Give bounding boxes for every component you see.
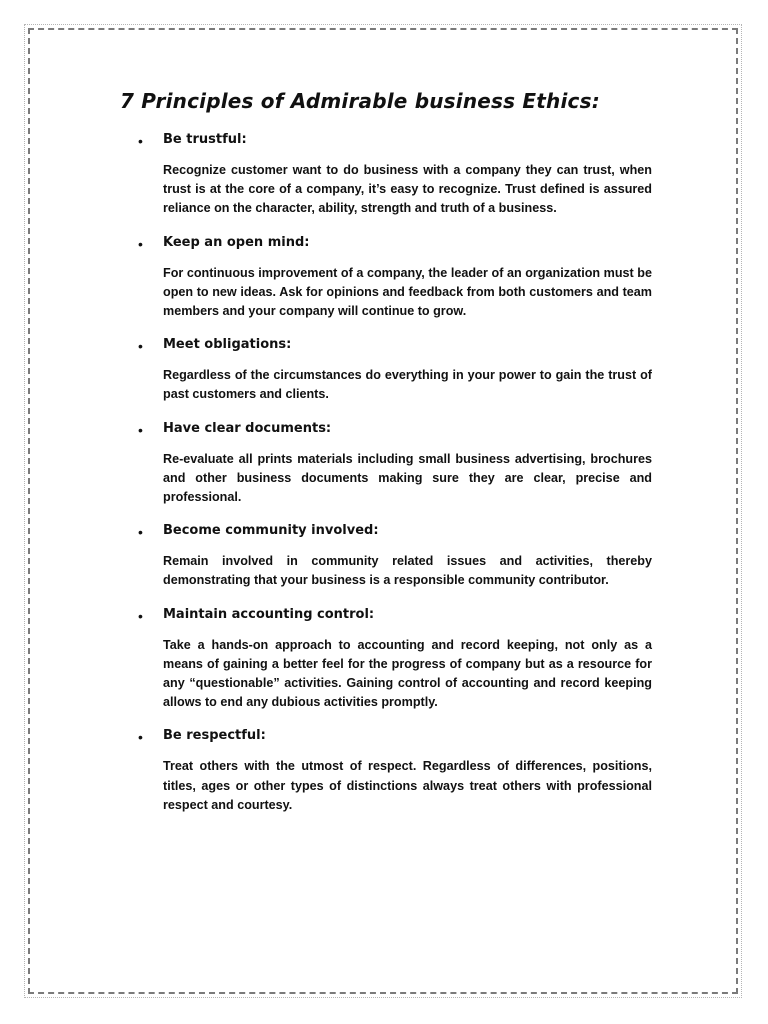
- principle-heading-row: [138, 336, 652, 358]
- principle-heading: Have clear documents:: [163, 420, 332, 436]
- principle-description: Recognize customer want to do business with a company they can trust, when trust is at the core of a company, it’s easy to recognize. Trust defined is assured reliance on the character, ability, strength and truth of a business.: [163, 163, 652, 216]
- bullet-icon: •: [138, 607, 143, 624]
- principle-heading: Meet obligations:: [163, 337, 292, 353]
- principle-heading: Become community involved:: [163, 523, 379, 539]
- principle-heading-row: [138, 131, 652, 153]
- principle-item: [138, 234, 652, 322]
- principle-item: [138, 420, 652, 508]
- principle-heading: Maintain accounting control:: [163, 606, 375, 622]
- principle-heading-row: [138, 606, 652, 628]
- bullet-icon: •: [138, 729, 143, 746]
- principle-description: Take a hands-on approach to accounting and record keeping, not only as a means of gaining a better feel for the progress of company but as a resource for any “questionable” activities. Gaining control of accounting and record keeping allows to end any dubious activities promptly.: [163, 637, 652, 710]
- principle-heading: Keep an open mind:: [163, 234, 310, 250]
- principle-item: [138, 131, 652, 219]
- bullet-icon: •: [138, 133, 143, 149]
- page-title: 7 Principles of Admirable business Ethics:: [120, 89, 600, 113]
- principle-description: Remain involved in community related issues and activities, thereby demonstrating that your business is a responsible community contributor.: [163, 554, 652, 588]
- bullet-icon: •: [138, 421, 143, 438]
- principle-heading-row: [138, 522, 652, 544]
- bullet-icon: •: [138, 235, 143, 252]
- principle-item: [138, 336, 652, 404]
- principles-list: [138, 131, 652, 830]
- principle-heading-row: [138, 234, 652, 256]
- principle-item: [138, 606, 652, 713]
- principle-description: Re-evaluate all prints materials including small business advertising, brochures and other business documents making sure they are clear, precise and professional.: [163, 451, 652, 505]
- principle-heading-row: [138, 727, 652, 749]
- principle-description: Treat others with the utmost of respect. Regardless of differences, positions, titles, ages or other types of distinctions always treat others with professional respect and courtesy.: [163, 759, 652, 812]
- principle-heading-row: [138, 420, 652, 442]
- principle-heading: Be respectful:: [163, 728, 266, 744]
- principle-item: [138, 522, 652, 590]
- principle-description: Regardless of the circumstances do everything in your power to gain the trust of past customers and clients.: [163, 368, 652, 402]
- bullet-icon: •: [138, 338, 143, 355]
- principle-description: For continuous improvement of a company, the leader of an organization must be open to new ideas. Ask for opinions and feedback from both customers and team members and your company will continue to grow.: [163, 265, 652, 319]
- principle-item: [138, 727, 652, 815]
- principle-heading: Be trustful:: [163, 132, 247, 147]
- bullet-icon: •: [138, 524, 143, 541]
